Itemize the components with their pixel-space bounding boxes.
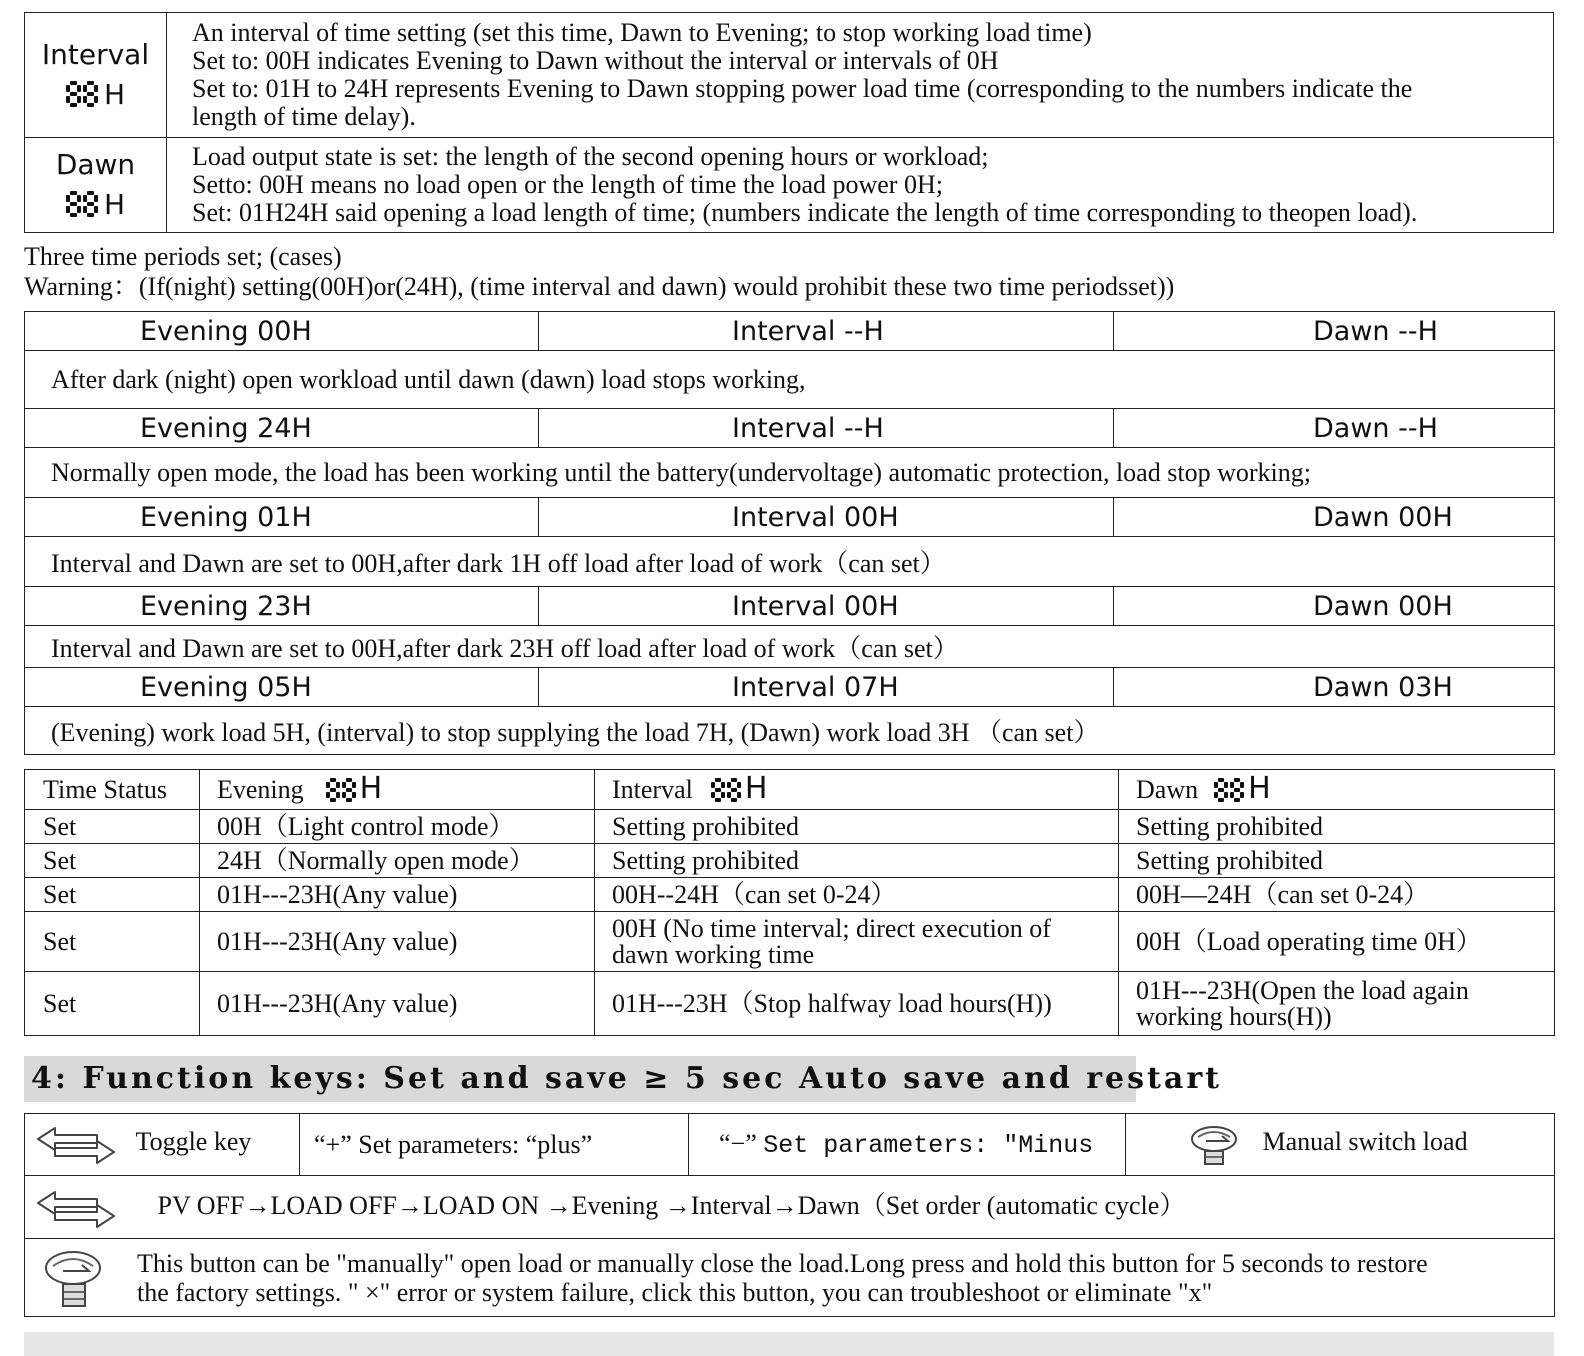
cycle-cell xyxy=(25,1176,1555,1239)
case-description: Normally open mode, the load has been working until the battery(undervoltage) automatic protection, load stop working; xyxy=(25,448,1555,498)
row-interval: Setting prohibited xyxy=(595,844,1119,878)
case-header-row xyxy=(25,409,1555,448)
case-evening: Evening 00H xyxy=(25,312,539,351)
row-status: Set xyxy=(25,972,200,1036)
cycle-row xyxy=(25,1176,1555,1239)
row-status: Set xyxy=(25,810,200,844)
dawn-line-2: Setto: 00H means no load open or the length of time the load power 0H; xyxy=(192,170,943,199)
manual-desc-line-1: This button can be "manually" open load or manually close the load.Long press and hold this button for 5 seconds to restore xyxy=(137,1248,1428,1278)
status-row xyxy=(25,972,1555,1036)
status-row xyxy=(25,878,1555,912)
function-keys-heading: 4: Function keys: Set and save ≥ 5 sec Auto save and restart xyxy=(24,1056,1136,1102)
manual-switch-icon xyxy=(41,1246,107,1310)
row-dawn: 01H---23H(Open the load again working hours(H)) xyxy=(1119,972,1555,1036)
keys-row xyxy=(25,1114,1555,1176)
case-description: After dark (night) open workload until dawn (dawn) load stops working, xyxy=(25,351,1555,409)
case-interval: Interval 00H xyxy=(539,587,1114,626)
row-interval: Setting prohibited xyxy=(595,810,1119,844)
case-description-row xyxy=(25,626,1555,668)
bottom-gray-band xyxy=(24,1332,1554,1356)
segment-display-icon xyxy=(66,191,98,217)
case-description-row xyxy=(25,707,1555,755)
dawn-row xyxy=(25,138,1554,233)
header-dawn-unit: H xyxy=(1248,771,1271,806)
case-interval: Interval 00H xyxy=(539,498,1114,537)
case-header-row xyxy=(25,587,1555,626)
interval-label: Interval xyxy=(41,38,150,71)
interval-row xyxy=(25,13,1554,138)
interval-line-3: Set to: 01H to 24H represents Evening to Dawn stopping power load time (corresponding to the numbers indicate the xyxy=(192,74,1413,103)
dawn-label-cell xyxy=(25,138,167,233)
header-evening-unit: H xyxy=(359,771,383,806)
segment-display-icon xyxy=(66,81,98,107)
manual-switch-icon xyxy=(1188,1123,1244,1167)
dawn-description xyxy=(167,138,1554,233)
header-time-status: Time Status xyxy=(25,770,200,810)
row-evening: 01H---23H(Any value) xyxy=(200,912,595,972)
row-evening: 00H（Light control mode） xyxy=(200,810,595,844)
cycle-text: PV OFF→LOAD OFF→LOAD ON →Evening →Interval→Dawn（Set order (automatic cycle） xyxy=(157,1191,1186,1221)
manual-key-label: Manual switch load xyxy=(1262,1127,1468,1157)
row-dawn: Setting prohibited xyxy=(1119,844,1555,878)
dawn-label: Dawn xyxy=(55,148,136,181)
minus-key-label: “−” Set parameters: ″Minus xyxy=(689,1114,1126,1176)
header-dawn-cell xyxy=(1119,770,1555,810)
case-description: Interval and Dawn are set to 00H,after dark 23H off load after load of work（can set） xyxy=(25,626,1555,668)
case-evening: Evening 01H xyxy=(25,498,539,537)
manual-desc-row xyxy=(25,1239,1555,1317)
row-interval: 00H (No time interval; direct execution of dawn working time xyxy=(595,912,1119,972)
case-description-row xyxy=(25,448,1555,498)
header-evening-cell xyxy=(200,770,595,810)
case-header-row xyxy=(25,312,1555,351)
status-row xyxy=(25,912,1555,972)
case-dawn: Dawn --H xyxy=(1114,312,1555,351)
toggle-arrows-icon xyxy=(35,1189,117,1229)
segment-display-icon xyxy=(1214,778,1244,802)
manual-desc-cell xyxy=(25,1239,1555,1317)
interval-line-1: An interval of time setting (set this time, Dawn to Evening; to stop working load time) xyxy=(192,18,1092,47)
case-evening: Evening 23H xyxy=(25,587,539,626)
warning-text: Warning：(If(night) setting(00H)or(24H), (time interval and dawn) would prohibit these two time periodsset)) xyxy=(24,272,1175,301)
header-interval-unit: H xyxy=(744,771,768,806)
row-interval: 01H---23H（Stop halfway load hours(H)) xyxy=(595,972,1119,1036)
case-description: Interval and Dawn are set to 00H,after dark 1H off load after load of work（can set） xyxy=(25,537,1555,587)
row-evening: 01H---23H(Any value) xyxy=(200,972,595,1036)
interval-label-cell xyxy=(25,13,167,138)
case-interval: Interval --H xyxy=(539,312,1114,351)
case-evening: Evening 05H xyxy=(25,668,539,707)
dawn-line-3: Set: 01H24H said opening a load length of time; (numbers indicate the length of time corresponding to theopen load). xyxy=(192,198,1418,227)
cases-title: Three time periods set; (cases) xyxy=(24,242,342,271)
manual-desc-line-2: the factory settings. " ×" error or system failure, click this button, you can troubleshoot or eliminate "x" xyxy=(137,1277,1213,1307)
manual-key-cell xyxy=(1126,1114,1555,1176)
interval-line-2: Set to: 00H indicates Evening to Dawn without the interval or intervals of 0H xyxy=(192,46,999,75)
row-status: Set xyxy=(25,878,200,912)
row-dawn: 00H（Load operating time 0H） xyxy=(1119,912,1555,972)
case-description: (Evening) work load 5H, (interval) to stop supplying the load 7H, (Dawn) work load 3H （can set） xyxy=(25,707,1555,755)
case-dawn: Dawn --H xyxy=(1114,409,1555,448)
header-dawn: Dawn xyxy=(1136,775,1199,804)
toggle-key-label: Toggle key xyxy=(135,1127,252,1157)
toggle-key-cell xyxy=(25,1114,300,1176)
case-description-row xyxy=(25,351,1555,409)
segment-display-icon xyxy=(711,778,741,802)
row-evening: 01H---23H(Any value) xyxy=(200,878,595,912)
case-dawn: Dawn 00H xyxy=(1114,587,1555,626)
interval-line-4: length of time delay). xyxy=(192,102,416,131)
case-header-row xyxy=(25,498,1555,537)
header-interval: Interval xyxy=(612,775,693,804)
segment-display-icon xyxy=(326,778,356,802)
function-keys-table xyxy=(24,1113,1555,1317)
case-interval: Interval 07H xyxy=(539,668,1114,707)
case-interval: Interval --H xyxy=(539,409,1114,448)
row-evening: 24H（Normally open mode） xyxy=(200,844,595,878)
case-dawn: Dawn 00H xyxy=(1114,498,1555,537)
case-description-row xyxy=(25,537,1555,587)
dawn-unit: H xyxy=(103,188,126,221)
row-status: Set xyxy=(25,912,200,972)
case-header-row xyxy=(25,668,1555,707)
row-dawn: Setting prohibited xyxy=(1119,810,1555,844)
row-status: Set xyxy=(25,844,200,878)
status-row xyxy=(25,844,1555,878)
dawn-line-1: Load output state is set: the length of the second opening hours or workload; xyxy=(192,142,989,171)
case-dawn: Dawn 03H xyxy=(1114,668,1555,707)
time-status-table xyxy=(24,769,1555,1036)
status-row xyxy=(25,810,1555,844)
interval-unit: H xyxy=(103,78,126,111)
header-interval-cell xyxy=(595,770,1119,810)
cases-table xyxy=(24,311,1555,755)
interval-description xyxy=(167,13,1554,138)
row-interval: 00H--24H（can set 0-24） xyxy=(595,878,1119,912)
row-dawn: 00H—24H（can set 0-24） xyxy=(1119,878,1555,912)
plus-key-label: “+” Set parameters: “plus” xyxy=(300,1114,689,1176)
header-evening: Evening xyxy=(217,775,304,804)
toggle-arrows-icon xyxy=(35,1125,117,1165)
status-header-row xyxy=(25,770,1555,810)
case-evening: Evening 24H xyxy=(25,409,539,448)
settings-description-table xyxy=(24,12,1554,233)
